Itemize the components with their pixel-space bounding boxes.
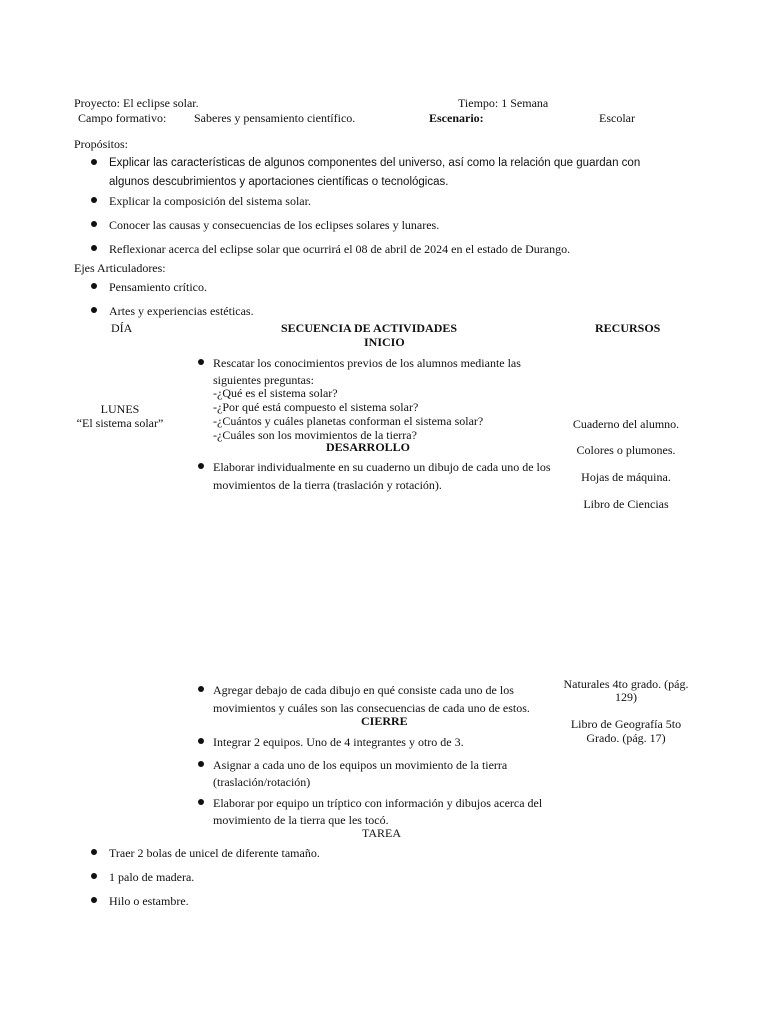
tarea-2: 1 palo de madera.: [109, 870, 195, 884]
cierre-1: Integrar 2 equipos. Uno de 4 integrantes y otro de 3.: [213, 735, 464, 749]
recurso-5-line-1: Naturales 4to grado. (pág.: [563, 677, 689, 691]
inicio-question-4: -¿Cuáles son los movimientos de la tierra?: [213, 428, 417, 442]
proposito-4: Reflexionar acerca del eclipse solar que ocurrirá el 08 de abril de 2024 en el estado de Durango.: [109, 242, 571, 256]
desarrollo-1-line-1: Elaborar individualmente en su cuaderno un dibujo de cada uno de los: [213, 460, 551, 474]
campo-value: Saberes y pensamiento científico.: [194, 111, 356, 125]
proposito-3: Conocer las causas y consecuencias de los eclipses solares y lunares.: [109, 218, 440, 232]
inicio-question-2: -¿Por qué está compuesto el sistema solar?: [213, 400, 419, 414]
column-header-recursos: RECURSOS: [595, 321, 661, 335]
bullet-icon: [91, 197, 97, 203]
proposito-1-line-2: algunos descubrimientos y aportaciones científicas o tecnológicas.: [109, 176, 449, 188]
bullet-icon: [198, 738, 204, 744]
bullet-icon: [91, 159, 97, 165]
tarea-1: Traer 2 bolas de unicel de diferente tamaño.: [109, 846, 320, 860]
section-tarea: TAREA: [362, 826, 402, 840]
escenario-value: Escolar: [599, 111, 635, 125]
propositos-label: Propósitos:: [74, 137, 129, 151]
recurso-1: Cuaderno del alumno.: [572, 417, 680, 431]
recurso-2: Colores o plumones.: [576, 443, 676, 457]
bullet-icon: [91, 307, 97, 313]
desarrollo-2-line-2: movimientos y cuáles son las consecuencias de cada uno de estos.: [213, 701, 530, 715]
time-label: Tiempo: 1 Semana: [458, 96, 549, 110]
ejes-label: Ejes Articuladores:: [74, 261, 166, 275]
day-name: LUNES: [100, 402, 140, 416]
cierre-2-line-2: (traslación/rotación): [213, 775, 311, 789]
bullet-icon: [198, 686, 204, 692]
eje-1: Pensamiento crítico.: [109, 280, 207, 294]
inicio-line-1: Rescatar los conocimientos previos de los alumnos mediante las: [213, 356, 521, 370]
recurso-4: Libro de Ciencias: [583, 497, 669, 511]
project-title: Proyecto: El eclipse solar.: [74, 96, 199, 110]
section-desarrollo: DESARROLLO: [326, 440, 411, 454]
cierre-3-line-2: movimiento de la tierra que les tocó.: [213, 813, 389, 827]
column-header-dia: DÍA: [111, 321, 133, 335]
cierre-3-line-1: Elaborar por equipo un tríptico con información y dibujos acerca del: [213, 796, 543, 810]
bullet-icon: [198, 359, 204, 365]
bullet-icon: [91, 221, 97, 227]
bullet-icon: [198, 799, 204, 805]
eje-2: Artes y experiencias estéticas.: [109, 304, 254, 318]
inicio-question-1: -¿Qué es el sistema solar?: [213, 386, 338, 400]
tarea-3: Hilo o estambre.: [109, 894, 189, 908]
inicio-line-2: siguientes preguntas:: [213, 373, 314, 387]
bullet-icon: [91, 897, 97, 903]
proposito-2: Explicar la composición del sistema solar.: [109, 194, 311, 208]
bullet-icon: [91, 283, 97, 289]
bullet-icon: [91, 849, 97, 855]
recurso-5-line-2: 129): [615, 690, 637, 704]
campo-label: Campo formativo:: [78, 111, 167, 125]
desarrollo-1-line-2: movimientos de la tierra (traslación y rotación).: [213, 478, 442, 492]
day-topic: “El sistema solar”: [76, 416, 164, 430]
escenario-label: Escenario:: [429, 111, 484, 125]
section-cierre: CIERRE: [361, 714, 408, 728]
desarrollo-2-line-1: Agregar debajo de cada dibujo en qué consiste cada uno de los: [213, 683, 514, 697]
recurso-3: Hojas de máquina.: [581, 470, 671, 484]
section-inicio: INICIO: [364, 335, 405, 349]
recurso-6-line-1: Libro de Geografía 5to: [570, 717, 682, 731]
bullet-icon: [91, 873, 97, 879]
bullet-icon: [198, 761, 204, 767]
column-header-secuencia: SECUENCIA DE ACTIVIDADES: [281, 321, 458, 335]
proposito-1-line-1: Explicar las características de algunos componentes del universo, así como la relación que guardan con: [109, 157, 641, 169]
cierre-2-line-1: Asignar a cada uno de los equipos un movimiento de la tierra: [213, 758, 508, 772]
bullet-icon: [91, 245, 97, 251]
recurso-6-line-2: Grado. (pág. 17): [586, 731, 666, 745]
bullet-icon: [198, 463, 204, 469]
inicio-question-3: -¿Cuántos y cuáles planetas conforman el sistema solar?: [213, 414, 484, 428]
